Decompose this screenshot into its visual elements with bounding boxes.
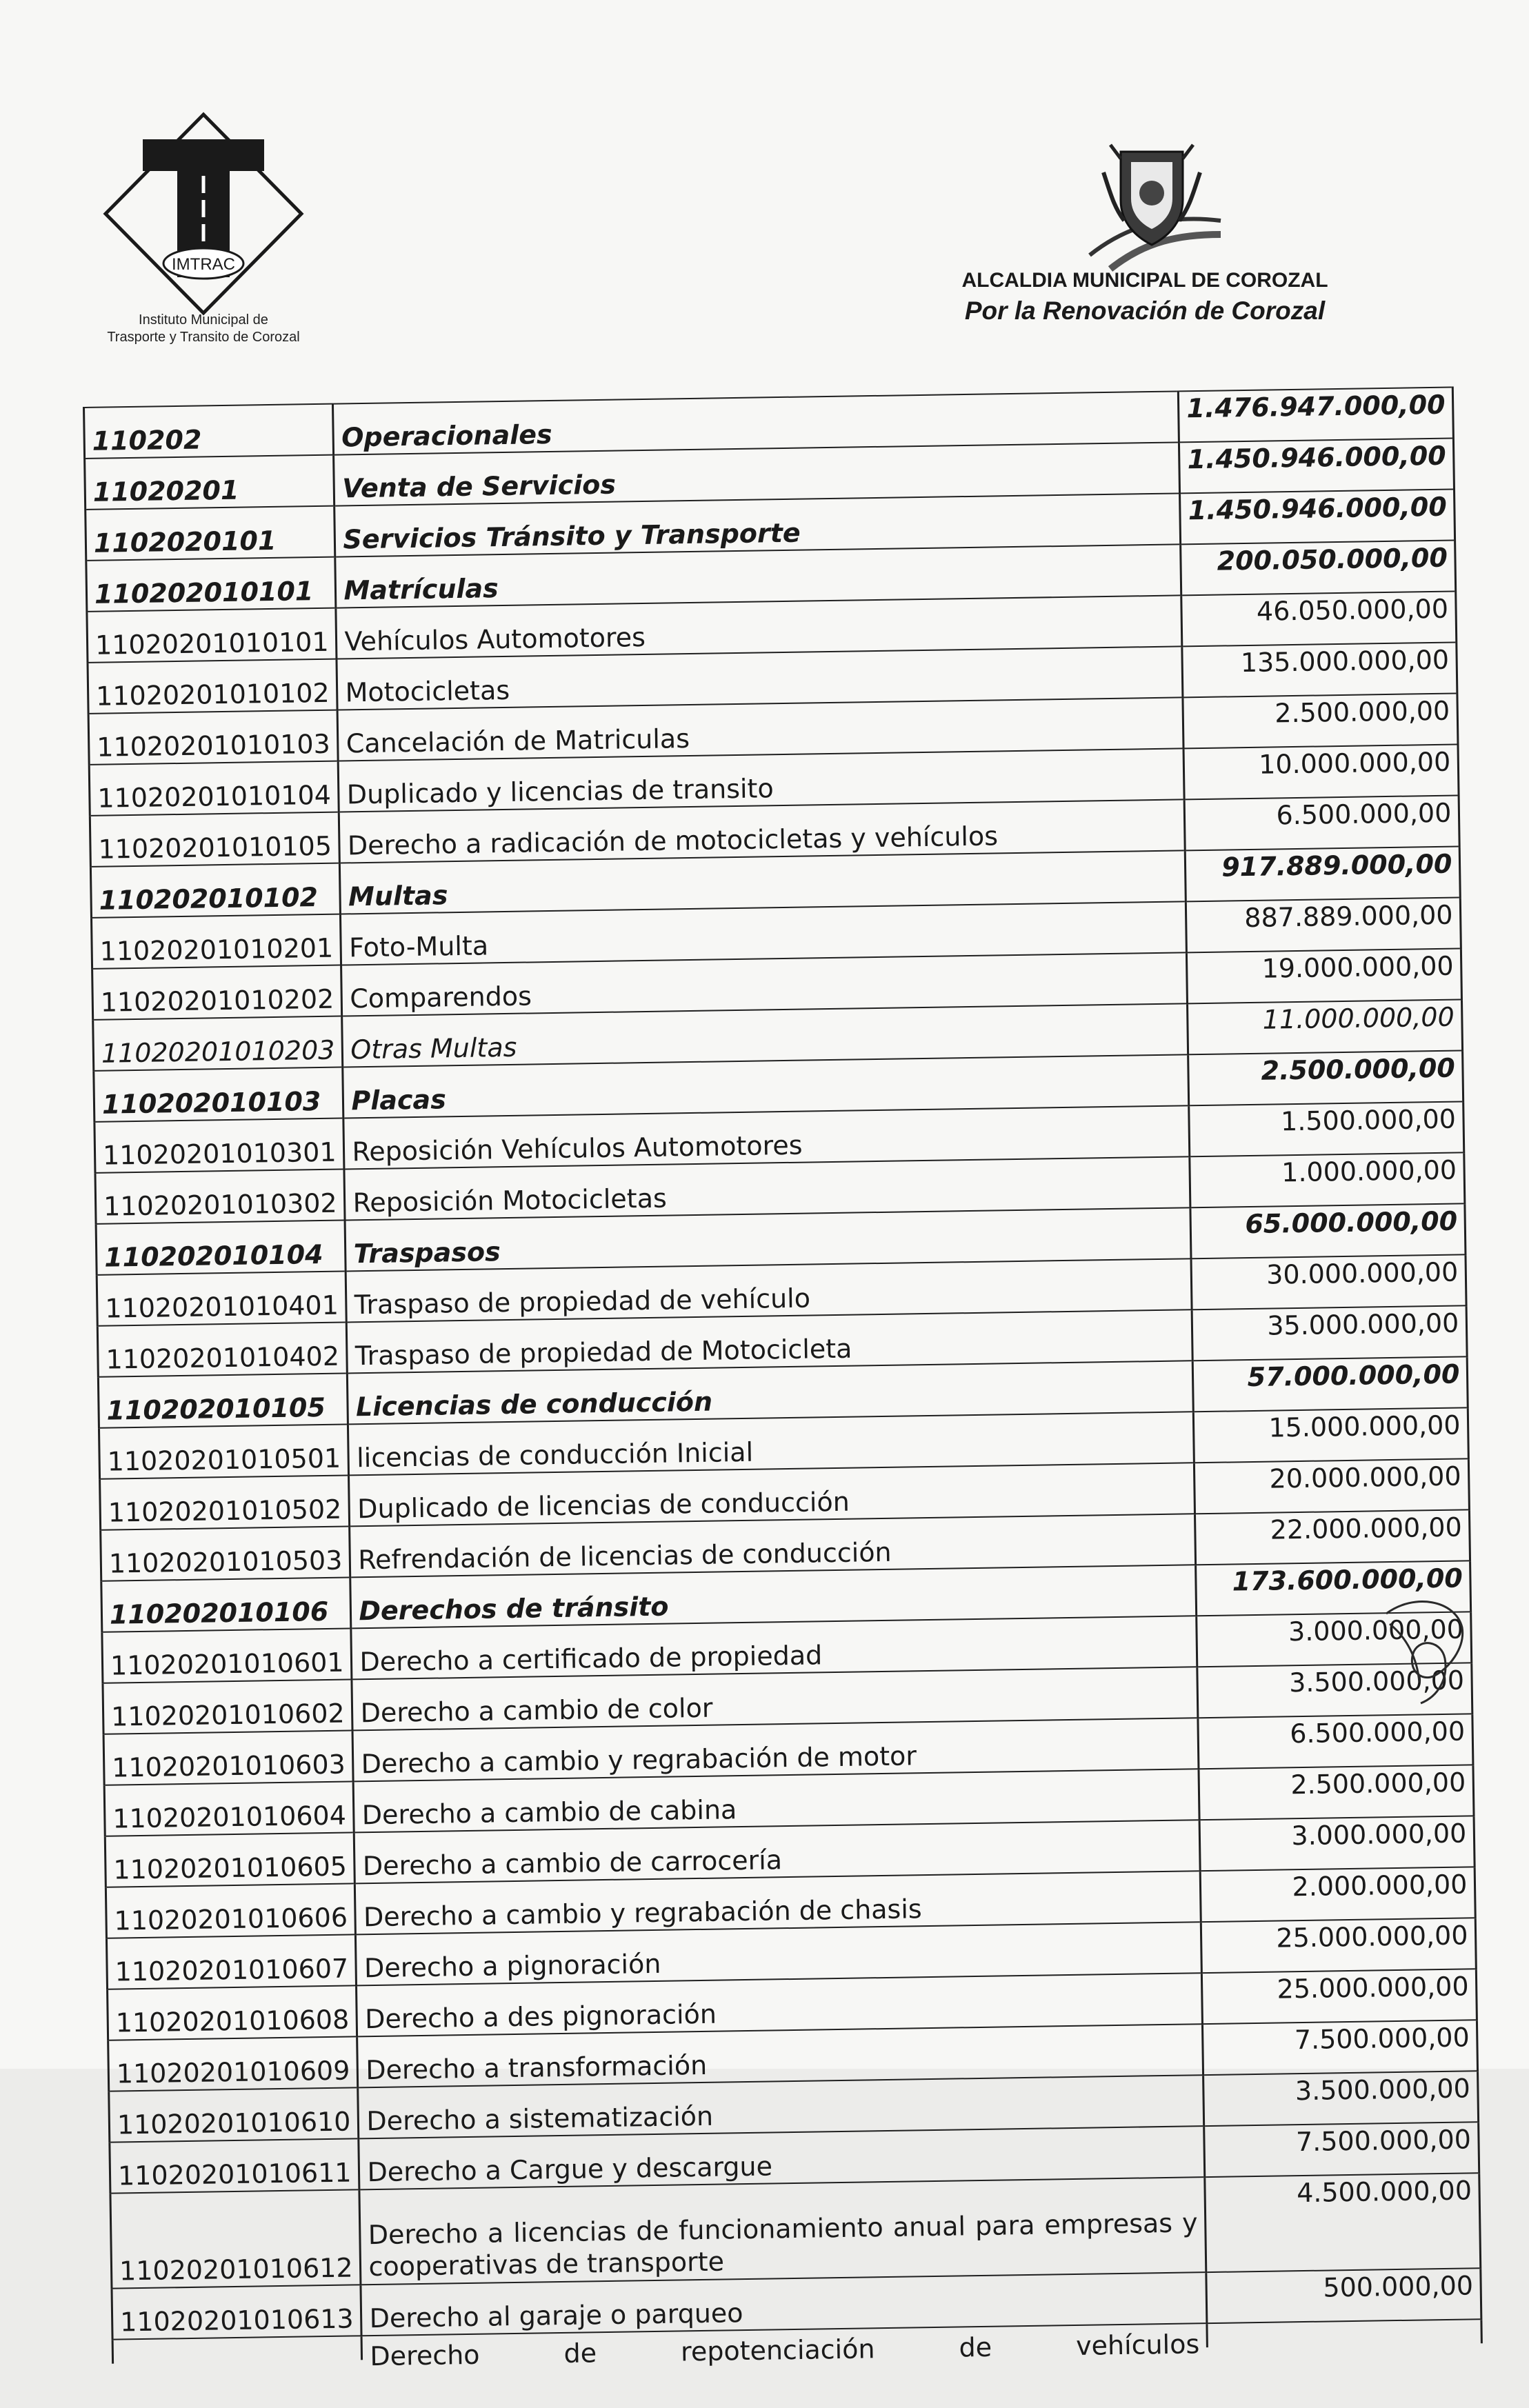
- amount-cell: 25.000.000,00: [1202, 1969, 1477, 2024]
- cut-description-text: Derecho de repotenciación de vehículos: [370, 2329, 1200, 2372]
- imtrac-subtitle-line1: Instituto Municipal de: [139, 312, 268, 328]
- account-code-cell: 11020201010613: [112, 2285, 362, 2339]
- amount-cell: 3.500.000,00: [1203, 2071, 1479, 2126]
- account-code-cell: 11020201010302: [95, 1169, 346, 1223]
- account-description-cell: Derechos de tránsito: [350, 1565, 1197, 1628]
- account-code-cell: 110202010103: [94, 1067, 344, 1122]
- alcaldia-header: [924, 131, 1366, 345]
- account-code-cell: 11020201010605: [105, 1832, 355, 1887]
- amount-cell: 7.500.000,00: [1203, 2020, 1478, 2075]
- account-code-cell: 11020201010607: [106, 1934, 357, 1989]
- amount-cell: 65.000.000,00: [1190, 1203, 1466, 1258]
- account-description-cell: Derecho a radicación de motocicletas y vehículos: [339, 799, 1186, 863]
- amount-cell: 1.000.000,00: [1190, 1152, 1465, 1207]
- account-description-cell: Multas: [340, 850, 1186, 914]
- account-description-cell: Servicios Tránsito y Transporte: [334, 493, 1181, 556]
- account-description-cell: Derecho a sistematización: [358, 2075, 1204, 2138]
- account-code-cell: 11020201010612: [110, 2189, 361, 2288]
- amount-cell: 500.000,00: [1206, 2268, 1481, 2323]
- account-description-cell: Duplicado de licencias de conducción: [349, 1463, 1195, 1526]
- amount-cell: 1.476.947.000,00: [1179, 388, 1454, 443]
- account-description-cell: Refrendación de licencias de conducción: [350, 1514, 1196, 1577]
- account-code-cell: 11020201010610: [109, 2087, 359, 2142]
- imtrac-logo-text: IMTRAC: [172, 255, 235, 274]
- amount-cell: 25.000.000,00: [1201, 1918, 1477, 1973]
- account-code-cell: 11020201010402: [97, 1322, 348, 1376]
- account-code-cell: 11020201010602: [103, 1679, 353, 1734]
- imtrac-subtitle: [79, 312, 328, 346]
- account-code-cell: 11020201010601: [102, 1628, 352, 1683]
- account-description-cell: Derecho a des pignoración: [357, 1973, 1203, 2036]
- budget-table: [83, 387, 1483, 2372]
- imtrac-logo-block: [79, 110, 328, 359]
- account-code-cell: 11020201010104: [89, 761, 339, 816]
- amount-cell: 1.450.946.000,00: [1180, 490, 1455, 545]
- amount-cell: 10.000.000,00: [1183, 744, 1459, 799]
- account-description-cell: Otras Multas: [342, 1003, 1188, 1067]
- amount-cell: 4.500.000,00: [1205, 2173, 1481, 2272]
- account-description-cell: Derecho a cambio de color: [352, 1667, 1198, 1730]
- account-description-cell: Derecho al garaje o parqueo: [361, 2272, 1207, 2336]
- account-description-cell: Derecho a cambio y regrabación de chasis: [355, 1871, 1201, 1934]
- account-description-cell: Derecho a Cargue y descargue: [359, 2126, 1205, 2189]
- account-description-cell: Vehículos Automotores: [336, 595, 1182, 659]
- amount-cell: [1207, 2319, 1482, 2347]
- amount-cell: 6.500.000,00: [1198, 1714, 1473, 1769]
- account-code-cell: 11020201010609: [108, 2036, 359, 2091]
- account-code-cell: 11020201010301: [94, 1118, 345, 1173]
- amount-cell: 7.500.000,00: [1204, 2122, 1479, 2177]
- account-code-cell: 11020201010604: [104, 1781, 354, 1836]
- amount-cell: 135.000.000,00: [1182, 642, 1457, 697]
- amount-cell: 3.500.000,00: [1197, 1663, 1472, 1718]
- account-code-cell: 11020201010102: [88, 659, 338, 714]
- alcaldia-slogan: Por la Renovación de Corozal: [964, 297, 1326, 325]
- amount-cell: 20.000.000,00: [1195, 1458, 1470, 1514]
- account-code-cell: 11020201010606: [106, 1883, 356, 1938]
- account-description-cell: Derecho a cambio y regrabación de motor: [353, 1718, 1199, 1781]
- amount-cell: 173.600.000,00: [1196, 1561, 1471, 1616]
- account-description-cell: Traspaso de propiedad de vehículo: [346, 1258, 1192, 1322]
- account-code-cell: 11020201010502: [100, 1475, 350, 1529]
- account-description-cell: Derecho a transformación: [357, 2024, 1203, 2087]
- account-code-cell: 11020201010501: [99, 1424, 349, 1478]
- amount-cell: 22.000.000,00: [1195, 1509, 1470, 1565]
- alcaldia-title: ALCALDIA MUNICIPAL DE COROZAL: [961, 269, 1328, 292]
- account-code-cell: 11020201010603: [103, 1730, 354, 1785]
- account-code-cell: 11020201010203: [93, 1016, 343, 1071]
- account-code-cell: 110202010104: [96, 1220, 346, 1274]
- amount-cell: 19.000.000,00: [1187, 948, 1462, 1003]
- imtrac-subtitle-line2: Trasporte y Transito de Corozal: [107, 330, 300, 345]
- amount-cell: 2.500.000,00: [1199, 1765, 1474, 1820]
- account-code-cell: 1102020101: [86, 506, 336, 561]
- account-description-cell: Derecho a certificado de propiedad: [351, 1616, 1197, 1679]
- amount-cell: 200.050.000,00: [1181, 541, 1456, 596]
- imtrac-logo-icon: [100, 110, 307, 317]
- account-code-cell: 110202010101: [86, 557, 337, 612]
- handwritten-signature: [1379, 1586, 1469, 1710]
- amount-cell: 917.889.000,00: [1186, 846, 1461, 901]
- account-description-cell: Derecho a pignoración: [356, 1922, 1202, 1985]
- amount-cell: 46.050.000,00: [1181, 591, 1457, 646]
- account-description-cell: Foto-Multa: [341, 901, 1187, 965]
- account-code-cell: 11020201010202: [92, 965, 343, 1020]
- coat-of-arms-icon: [1083, 131, 1221, 290]
- budget-sheet: [83, 388, 1474, 2372]
- account-description-cell: Matrículas: [335, 544, 1181, 608]
- account-description-cell: Reposición Vehículos Automotores: [343, 1105, 1190, 1169]
- account-description-cell: Derecho a cambio de cabina: [354, 1769, 1200, 1832]
- amount-cell: 2.500.000,00: [1183, 693, 1458, 748]
- account-code-cell: 110202010102: [90, 863, 341, 918]
- amount-cell: 1.500.000,00: [1189, 1101, 1464, 1156]
- amount-cell: 3.000.000,00: [1197, 1612, 1472, 1667]
- amount-cell: 2.500.000,00: [1188, 1050, 1463, 1105]
- account-code-cell: 11020201010503: [101, 1526, 351, 1581]
- account-code-cell: 11020201010611: [110, 2138, 360, 2193]
- account-code-cell: 11020201010101: [87, 608, 337, 663]
- account-description-cell: Licencias de conducción: [348, 1361, 1194, 1424]
- account-code-cell: [112, 2336, 362, 2363]
- amount-cell: 2.000.000,00: [1201, 1867, 1476, 1922]
- amount-cell: 887.889.000,00: [1186, 897, 1461, 952]
- amount-cell: 35.000.000,00: [1192, 1305, 1467, 1361]
- amount-cell: 57.000.000,00: [1193, 1356, 1468, 1412]
- account-description-cell: Derecho a licencias de funcionamiento anual para empresas y cooperativas de transporte: [359, 2177, 1206, 2285]
- account-description-cell: Motocicletas: [337, 646, 1183, 710]
- amount-cell: 15.000.000,00: [1194, 1407, 1469, 1463]
- account-code-cell: 110202010105: [98, 1373, 348, 1427]
- account-description-cell: Placas: [343, 1054, 1189, 1118]
- account-description-cell: Comparendos: [341, 952, 1188, 1016]
- account-code-cell: 110202010106: [101, 1577, 352, 1632]
- account-code-cell: 110202: [84, 404, 334, 459]
- amount-cell: 1.450.946.000,00: [1179, 439, 1455, 494]
- account-code-cell: 11020201010105: [90, 812, 340, 867]
- account-description-cell: Traspaso de propiedad de Motocicleta: [347, 1310, 1193, 1373]
- account-code-cell: 11020201010401: [97, 1271, 347, 1325]
- account-description-cell: Reposición Motocicletas: [344, 1156, 1190, 1220]
- account-description-cell: Traspasos: [346, 1207, 1192, 1271]
- amount-cell: 30.000.000,00: [1191, 1254, 1466, 1310]
- account-description-cell: Operacionales: [333, 391, 1179, 454]
- account-code-cell: 11020201010103: [88, 710, 339, 765]
- account-description-cell: licencias de conducción Inicial: [348, 1412, 1195, 1475]
- amount-cell: 6.500.000,00: [1184, 795, 1459, 850]
- account-code-cell: 11020201010608: [108, 1985, 358, 2040]
- amount-cell: 11.000.000,00: [1188, 999, 1463, 1054]
- account-description-cell: Cancelación de Matriculas: [338, 697, 1184, 761]
- account-description-cell: Derecho a cambio de carrocería: [354, 1820, 1201, 1883]
- account-code-cell: 11020201010201: [91, 914, 341, 969]
- account-code-cell: 11020201: [85, 455, 335, 510]
- account-description-cell: Venta de Servicios: [334, 442, 1180, 505]
- account-description-cell: Duplicado y licencias de transito: [339, 748, 1185, 812]
- amount-cell: 3.000.000,00: [1199, 1816, 1475, 1871]
